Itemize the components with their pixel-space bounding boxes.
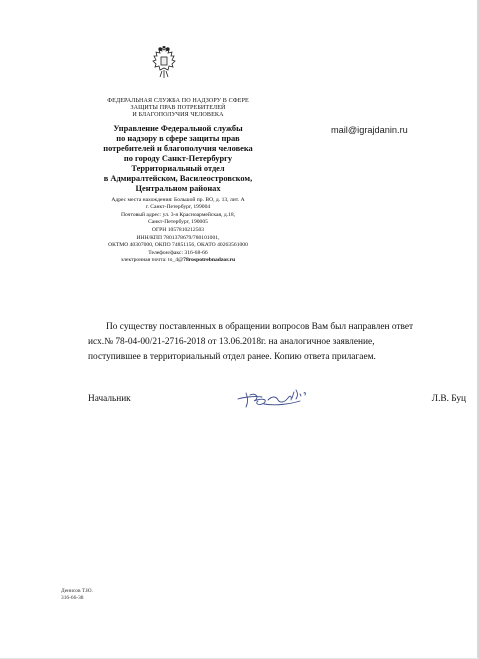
letterhead [80,98,276,265]
agency-line: ФЕДЕРАЛЬНАЯ СЛУЖБА ПО НАДЗОРУ В СФЕРЕ [107,98,249,104]
letter-body [88,320,471,365]
department-line: потребителей и благополучия человека [103,144,253,154]
email-line [80,257,276,265]
codes-line: ОКТМО 40307000, ОКПО 74851156, ОКАТО 40263561000 [108,242,248,249]
department-line: Центральном районах [135,183,221,193]
department-line: в Адмиралтейском, Василеостровском, [103,173,253,183]
handwritten-signature [234,384,324,410]
email-prefix: электронная почта: to_4@ [120,257,184,264]
ogrn-line: ОГРН 1057810212503 [151,226,205,233]
addressee-email[interactable]: mail@igrajdanin.ru [331,125,408,135]
agency-name [80,98,276,118]
phone-line: Телефон/факс: 316-68-66 [148,249,208,256]
address-line: г. Санкт-Петербург, 199004 [145,204,211,211]
coat-of-arms-icon [150,46,178,80]
department-line: Управление Федеральной службы [113,124,243,134]
department-name [80,124,276,193]
signature-block [88,392,466,412]
inn-kpp-line: ИНН/КПП 7801378679/780101001, [136,234,220,241]
executor-phone: 316-66-38 [61,595,84,602]
body-line: поступившее в территориальный отдел ранее. Копию ответа прилагаем. [88,351,376,362]
agency-line: ЗАЩИТЫ ПРАВ ПОТРЕБИТЕЛЕЙ [130,104,226,111]
department-line: по надзору в сфере защиты прав [116,134,240,144]
signatory-name: Л.В. Буц [431,394,466,404]
signatory-title: Начальник [88,394,131,404]
executor-name: Денисов Т.Ю. [61,588,93,594]
body-line: По существу поставленных в обращении вопросов Вам был направлен ответ [106,322,414,332]
body-line: исх.№ 78-04-00/21-2716-2018 от 13.06.2018г. на аналогичное заявление, [88,336,375,347]
department-line: по городу Санкт-Петербургу [123,154,233,164]
contact-details [80,197,276,265]
postal-address-line: Почтовый адрес: ул. 3-я Красноармейская, д.18, [120,211,236,218]
department-line: Территориальный отдел [131,164,225,174]
address-line: Адрес места нахождения: Большой пр. ВО, д. 13, лит. А [111,196,245,203]
postal-address-line: Санкт-Петербург, 190005 [148,219,208,226]
executor-note [61,588,93,602]
email-domain[interactable]: 78rospotrebnadzor.ru [183,257,236,264]
agency-line: И БЛАГОПОЛУЧИЯ ЧЕЛОВЕКА [132,111,224,118]
